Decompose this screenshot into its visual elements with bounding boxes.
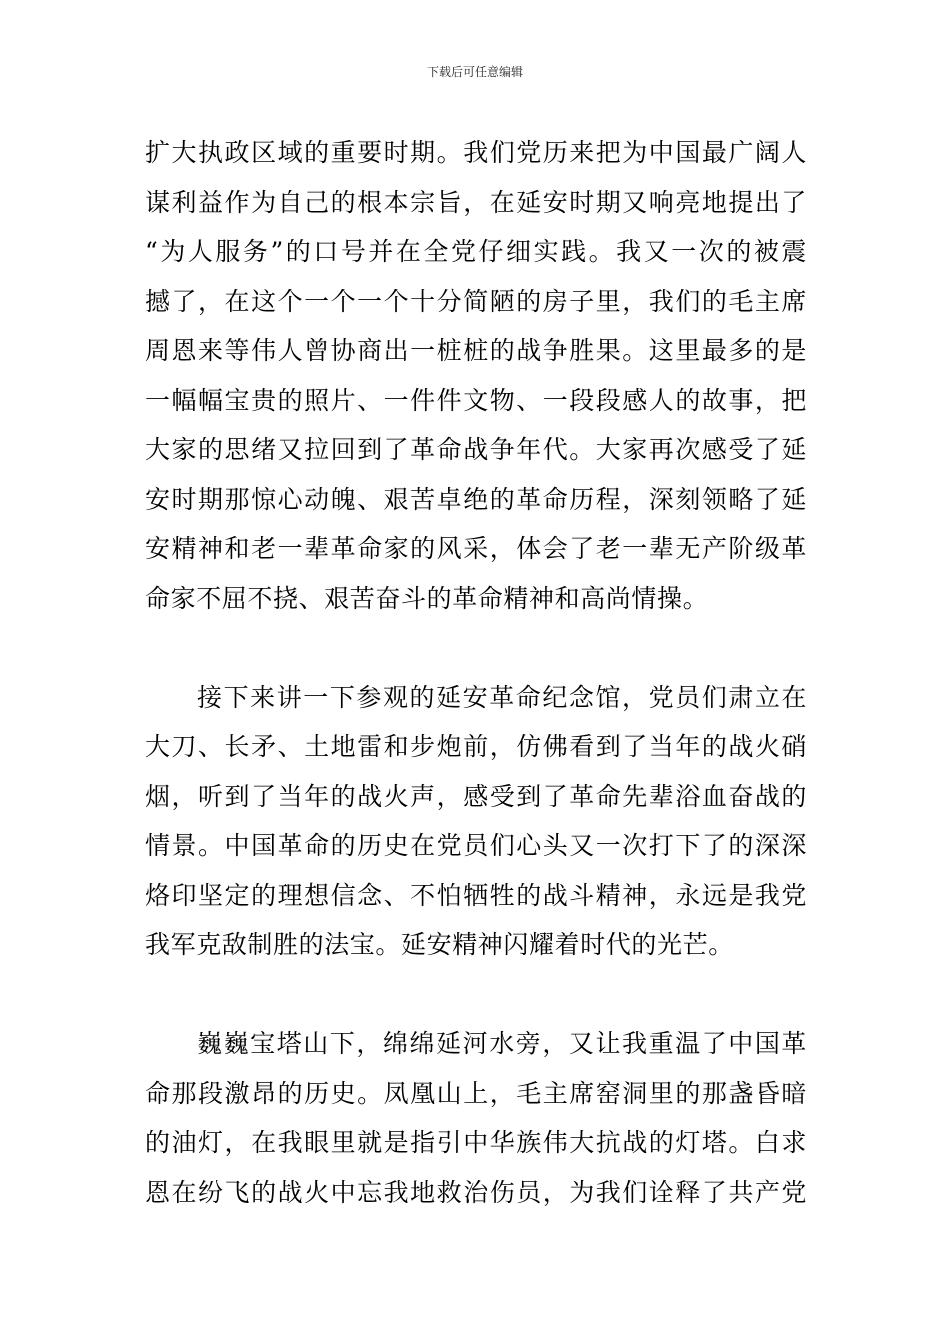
text-line: 接下来讲一下参观的延安革命纪念馆，党员们肃立在: [197, 682, 807, 712]
text-line: “为人服务”的口号并在全党仔细实践。我又一次的被震: [145, 237, 807, 266]
text-line: 谋利益作为自己的根本宗旨，在延安时期又响亮地提出了: [145, 187, 807, 217]
text-line: 烟，听到了当年的战火声，感受到了革命先辈浴血奋战的: [145, 781, 807, 811]
paragraph-2: [145, 673, 807, 970]
text-line: 安精神和老一辈革命家的风采，体会了老一辈无产阶级革: [145, 534, 807, 563]
paragraph-gap: [145, 623, 807, 673]
paragraph-1: [145, 128, 807, 623]
paragraph-gap: [145, 970, 807, 1020]
text-line: 安时期那惊心动魄、艰苦卓绝的革命历程，深刻领略了延: [145, 484, 807, 514]
text-line: 恩在纷飞的战火中忘我地救治伤员，为我们诠释了共产党: [145, 1177, 807, 1207]
text-line: 烙印坚定的理想信念、不怕牺牲的战斗精神，永远是我党: [145, 880, 807, 910]
paragraph-3: [145, 1019, 807, 1217]
text-line: 我军克敌制胜的法宝。延安精神闪耀着时代的光芒。: [145, 930, 734, 959]
text-line: 情景。中国革命的历史在党员们心头又一次打下了的深深: [145, 831, 807, 860]
text-line: 撼了，在这个一个一个十分简陋的房子里，我们的毛主席: [145, 286, 807, 316]
page-header: 下载后可任意编辑: [426, 65, 523, 79]
text-line: 大刀、长矛、土地雷和步炮前，仿佛看到了当年的战火硝: [145, 732, 807, 761]
text-line: 周恩来等伟人曾协商出一桩桩的战争胜果。这里最多的是: [145, 336, 807, 365]
text-line: 命家不屈不挠、艰苦奋斗的革命精神和高尚情操。: [145, 583, 709, 613]
text-line: 的油灯，在我眼里就是指引中华族伟大抗战的灯塔。白求: [145, 1128, 807, 1157]
text-line: 大家的思绪又拉回到了革命战争年代。大家再次感受了延: [145, 435, 807, 464]
text-line: 巍巍宝塔山下，绵绵延河水旁，又让我重温了中国革: [197, 1029, 807, 1058]
text-line: 一幅幅宝贵的照片、一件件文物、一段段感人的故事，把: [145, 385, 807, 415]
text-line: 命那段激昂的历史。凤凰山上，毛主席窑洞里的那盏昏暗: [145, 1078, 807, 1108]
document-body: [145, 128, 807, 1217]
text-line: 扩大执政区域的重要时期。我们党历来把为中国最广阔人: [145, 138, 807, 167]
